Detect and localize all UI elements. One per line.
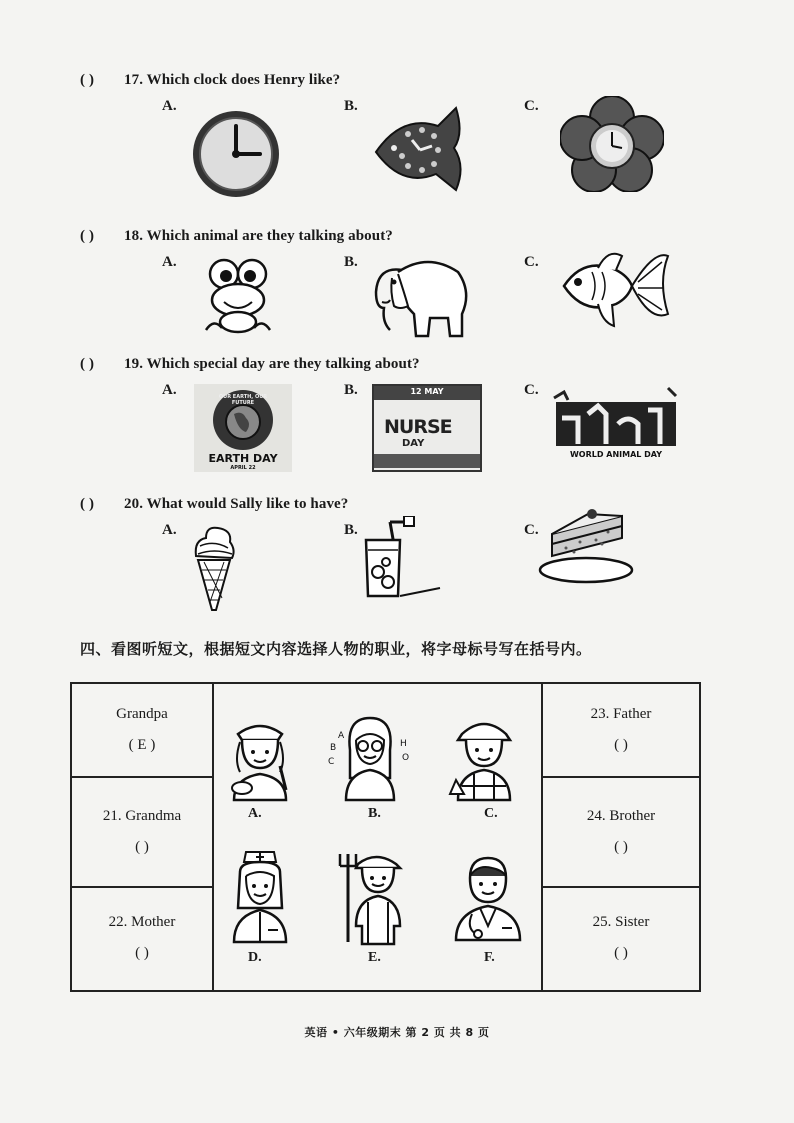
- fish-clock-icon[interactable]: [372, 104, 478, 196]
- people-label-f: F.: [484, 950, 495, 965]
- earth-day-title: EARTH DAY: [208, 452, 278, 465]
- answer-blank[interactable]: ( ): [614, 945, 628, 961]
- answer-blank[interactable]: ( ): [80, 496, 95, 512]
- nurse-day-word: DAY: [402, 438, 425, 449]
- person-name: 25. Sister: [592, 914, 650, 930]
- frog-icon[interactable]: [198, 256, 278, 336]
- flower-clock-icon[interactable]: [560, 96, 664, 192]
- nurse-word: NURSE: [384, 416, 452, 438]
- doctor-icon[interactable]: [452, 856, 524, 942]
- elephant-icon[interactable]: [368, 252, 472, 342]
- earth-day-ring-text: OUR EARTH, OUR FUTURE: [218, 394, 268, 406]
- painter-icon[interactable]: [228, 716, 292, 802]
- person-name: 21. Grandma: [102, 808, 182, 824]
- farmer-icon[interactable]: [336, 850, 408, 946]
- occupation-table: [70, 682, 701, 992]
- people-label-a: A.: [248, 806, 262, 821]
- people-label-e: E.: [368, 950, 381, 965]
- person-name: 24. Brother: [586, 808, 656, 824]
- people-label-b: B.: [368, 806, 381, 821]
- people-label-c: C.: [484, 806, 498, 821]
- question-text: 17. Which clock does Henry like?: [124, 72, 341, 88]
- table-cell-brother: [543, 808, 699, 856]
- answer-blank[interactable]: ( E ): [128, 737, 156, 753]
- table-divider: [543, 886, 699, 888]
- ice-cream-icon[interactable]: [190, 522, 238, 612]
- question-text: 19. Which special day are they talking about?: [124, 356, 420, 372]
- nurse-icon[interactable]: [228, 848, 292, 944]
- nurse-day-poster[interactable]: [372, 384, 482, 472]
- question-18: [80, 228, 393, 245]
- answer-blank[interactable]: ( ): [80, 228, 95, 244]
- question-20: [80, 496, 348, 513]
- firefighter-icon[interactable]: [448, 714, 520, 802]
- table-divider: [72, 776, 212, 778]
- option-c-label: C.: [524, 254, 539, 270]
- answer-blank[interactable]: ( ): [135, 945, 149, 961]
- cake-slice-icon[interactable]: [536, 508, 636, 584]
- round-clock-icon[interactable]: [190, 108, 282, 200]
- table-cell-father: [543, 706, 699, 754]
- earth-day-poster[interactable]: [194, 384, 292, 472]
- option-c-label: C.: [524, 98, 539, 114]
- option-b-label: B.: [344, 254, 358, 270]
- question-text: 18. Which animal are they talking about?: [124, 228, 393, 244]
- world-animal-day-text: WORLD ANIMAL DAY: [569, 450, 663, 459]
- nurse-date: 12 MAY: [410, 387, 444, 396]
- table-divider: [72, 886, 212, 888]
- goldfish-icon[interactable]: [558, 242, 670, 330]
- table-cell-mother: [72, 914, 212, 962]
- page-footer: 英语 • 六年级期末 第 2 页 共 8 页: [304, 1026, 490, 1039]
- svg-text:A: A: [338, 731, 345, 741]
- table-divider: [212, 684, 214, 990]
- answer-blank[interactable]: ( ): [135, 839, 149, 855]
- answer-blank[interactable]: ( ): [80, 356, 95, 372]
- option-a-label: A.: [162, 98, 177, 114]
- person-name: Grandpa: [116, 706, 168, 722]
- table-divider: [543, 776, 699, 778]
- svg-text:B: B: [330, 743, 337, 753]
- answer-blank[interactable]: ( ): [614, 839, 628, 855]
- table-cell-grandpa: [72, 706, 212, 754]
- option-b-label: B.: [344, 522, 358, 538]
- answer-blank[interactable]: ( ): [614, 737, 628, 753]
- option-a-label: A.: [162, 522, 177, 538]
- drink-glass-icon[interactable]: [360, 516, 448, 604]
- question-19: [80, 356, 420, 373]
- svg-text:O: O: [402, 753, 410, 763]
- people-label-d: D.: [248, 950, 262, 965]
- option-b-label: B.: [344, 98, 358, 114]
- table-cell-sister: [543, 914, 699, 962]
- world-animal-day-poster[interactable]: [548, 384, 684, 464]
- option-c-label: C.: [524, 522, 539, 538]
- teacher-icon[interactable]: [328, 710, 412, 802]
- option-a-label: A.: [162, 382, 177, 398]
- option-a-label: A.: [162, 254, 177, 270]
- question-text: 20. What would Sally like to have?: [124, 496, 349, 512]
- option-c-label: C.: [524, 382, 539, 398]
- question-17: [80, 72, 340, 89]
- nurse-bottom-bar: [374, 454, 480, 468]
- section-4-title: 四、看图听短文，根据短文内容选择人物的职业，将字母标号写在括号内。: [80, 640, 592, 658]
- person-name: 22. Mother: [108, 914, 176, 930]
- svg-text:C: C: [328, 757, 335, 767]
- svg-text:H: H: [400, 739, 407, 749]
- table-cell-grandma: [72, 808, 212, 856]
- earth-day-date: APRIL 22: [230, 465, 256, 471]
- answer-blank[interactable]: ( ): [80, 72, 95, 88]
- option-b-label: B.: [344, 382, 358, 398]
- person-name: 23. Father: [590, 706, 652, 722]
